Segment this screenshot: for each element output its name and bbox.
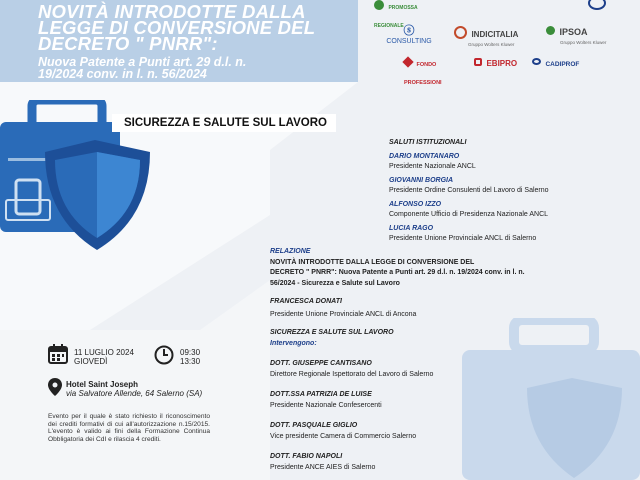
ring-icon	[454, 26, 467, 39]
event-subtitle: Nuova Patente a Punti art. 29 d.l. n. 19/2024 conv. in l. n. 56/2024	[38, 55, 247, 81]
ebipro-icon	[474, 58, 482, 66]
logo-fondo-professioni: FONDO PROFESSIONI	[404, 53, 466, 65]
sponsor-logos	[360, 0, 640, 86]
relazione-block: RELAZIONE NOVITÀ INTRODOTTE DALLA LEGGE DI CONVERSIONE DEL DECRETO " PNRR": Nuova Patente a Punti art. 29 d.l. n. 19/2024 conv. in l. n. 56/2024 - Sicurezza e Salute sul Lavoro FRANCESCA DONATI Presidente Unione Provinciale ANCL di Ancona SICUREZZA E SALUTE SUL LAVORO Intervengono: DOTT. GIUSEPPE CANTISANO Direttore Regionale Ispettorato del Lavoro di Salerno DOTT.SSA PATRIZIA DE LUISE Presidente Nazionale Confesercenti DOTT. PASQUALE GIGLIO Vice presidente Camera di Commercio Salerno DOTT. FABIO NAPOLI Presidente ANCE AIES di Salerno	[270, 248, 525, 471]
event-title: NOVITÀ INTRODOTTE DALLA LEGGE DI CONVERSIONE DEL DECRETO " PNRR":	[38, 1, 316, 54]
clock-icon	[154, 345, 174, 365]
round-logo-icon	[588, 0, 606, 10]
credits-note: Evento per il quale è stato richiesto il riconoscimento dei crediti formativi di cui all'autorizzazione n.15/2015. L'evento è valido ai fini della Formazione Continua Obbligatoria dei CdI e rilascia 4 crediti.	[48, 413, 210, 443]
event-venue: Hotel Saint Joseph via Salvatore Allende, 64 Salerno (SA)	[66, 380, 203, 398]
shield-icon	[45, 140, 150, 250]
circle-green-icon	[374, 0, 384, 10]
ipsoa-icon	[546, 26, 555, 35]
section-title: SICUREZZA E SALUTE SUL LAVORO	[112, 114, 336, 132]
cadiprof-icon	[532, 58, 541, 65]
logo-cadiprof: CADIPROF	[532, 53, 592, 65]
logo-indicitalia: INDICITALIA Gruppo Wolters Kluwer	[454, 24, 534, 44]
fp-icon	[402, 56, 413, 67]
logo-ipsoa: IPSOA Gruppo Wolters Kluwer	[546, 22, 626, 44]
cs-icon: ⓢ	[403, 25, 415, 37]
location-pin-icon	[48, 378, 62, 396]
logo-promossa: PROMOSSA REGIONALE	[374, 0, 434, 8]
event-date: 11 LUGLIO 2024 GIOVEDÌ	[74, 348, 134, 366]
calendar-icon	[48, 344, 68, 364]
saluti-block: SALUTI ISTITUZIONALI DARIO MONTANARO Presidente Nazionale ANCL GIOVANNI BORGIA Presidente Ordine Consulenti del Lavoro di Salerno ALFONSO IZZO Componente Ufficio di Presidenza Nazionale ANCL LUCIA RAGO Presidente Unione Provinciale ANCL di Salerno	[389, 139, 549, 242]
logo-consulting: ⓢ CONSULTING	[374, 22, 444, 44]
logo-ebipro: EBIPRO	[474, 53, 524, 65]
event-time: 09:30 13:30	[180, 348, 201, 366]
